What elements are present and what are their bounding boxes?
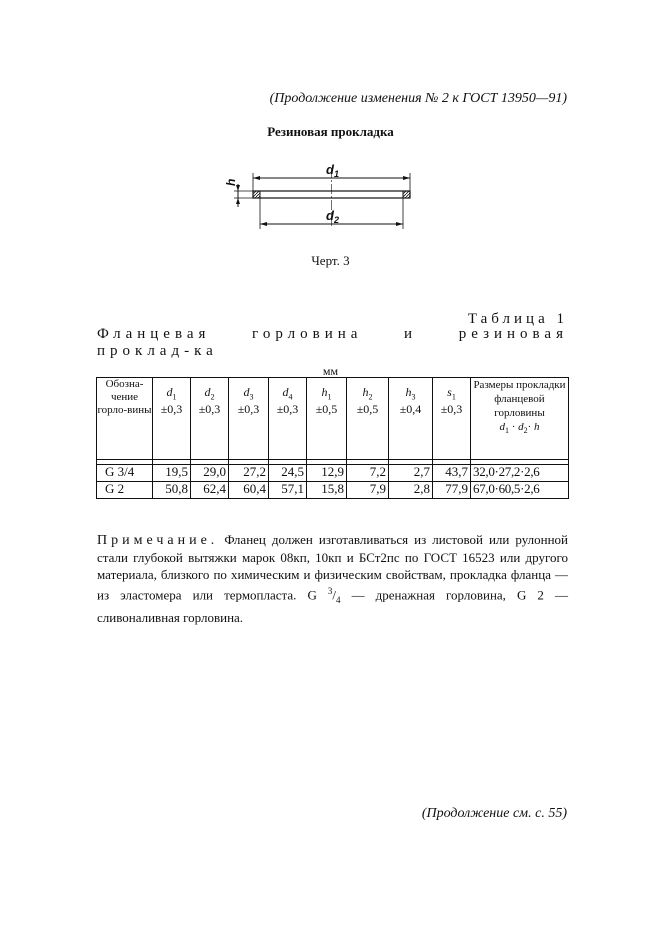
header-h3: $h_3$ ±0,4: [389, 378, 433, 460]
header-d1: $d_1$ ±0,3: [153, 378, 191, 460]
gasket-drawing: [223, 158, 423, 243]
header-s1: $s_1$ ±0,3: [433, 378, 471, 460]
header-d2: $d_2$ ±0,3: [191, 378, 229, 460]
table-label: Таблица 1: [467, 311, 568, 327]
table-header-row: [97, 378, 569, 460]
header-h1: $h_1$ ±0,5: [307, 378, 347, 460]
h-label: h: [224, 178, 238, 186]
header-d4: $d_4$ ±0,3: [269, 378, 307, 460]
d2-label: $d_2$: [326, 208, 339, 225]
table-row: G 3/4 19,5 29,0 27,2 24,5 12,9 7,2 2,7 43,7 32,0·27,2·2,6: [97, 465, 569, 482]
table-note: Примечание. Фланец должен изготавливаться из листовой или рулонной стали глубокой вытяжки марок 08кп, 10кп и БСт2пс по ГОСТ 16523 или другого материала, близкого по химическим и физическим свойствам, прокладка фланца — из эластомера или термопласта. G $^3/_4$ — дренажная горловина, G 2 — сливоналивная горловина.: [97, 532, 569, 625]
figure-caption: Черт. 3: [311, 253, 350, 268]
figure-title: Резиновая прокладка: [267, 124, 394, 139]
header-designation: Обозна-чение горло-вины: [97, 378, 153, 460]
note-text: Фланец должен изготавливаться из листовой или рулонной стали глубокой вытяжки марок 08кп, 10кп и БСт2пс по ГОСТ 16523 или другого материала, близкого по химическим и физическим свойствам, прокладка фланца — из эластомера или термопласта.: [97, 532, 569, 603]
header-d3: $d_3$ ±0,3: [229, 378, 269, 460]
running-header: (Продолжение изменения № 2 к ГОСТ 13950—91): [269, 91, 567, 106]
d1-label: $d_1$: [326, 162, 339, 179]
header-h2: $h_2$ ±0,5: [347, 378, 389, 460]
header-gasket-size: Размеры прокладки фланцевой горловины $d_1 \cdot d_2\cdot h$: [471, 378, 569, 460]
running-footer: (Продолжение см. с. 55): [421, 806, 567, 821]
table-title: Фланцевая горловина и резиновая проклад-ка: [97, 326, 568, 359]
table-units: мм: [322, 364, 339, 378]
note-lead: Примечание.: [97, 533, 219, 548]
table-row: G 2 50,8 62,4 60,4 57,1 15,8 7,9 2,8 77,9 67,0·60,5·2,6: [97, 482, 569, 499]
dimensions-table: [96, 377, 569, 499]
gasket-hatch-left: [253, 191, 260, 198]
gasket-hatch-right: [403, 191, 410, 198]
